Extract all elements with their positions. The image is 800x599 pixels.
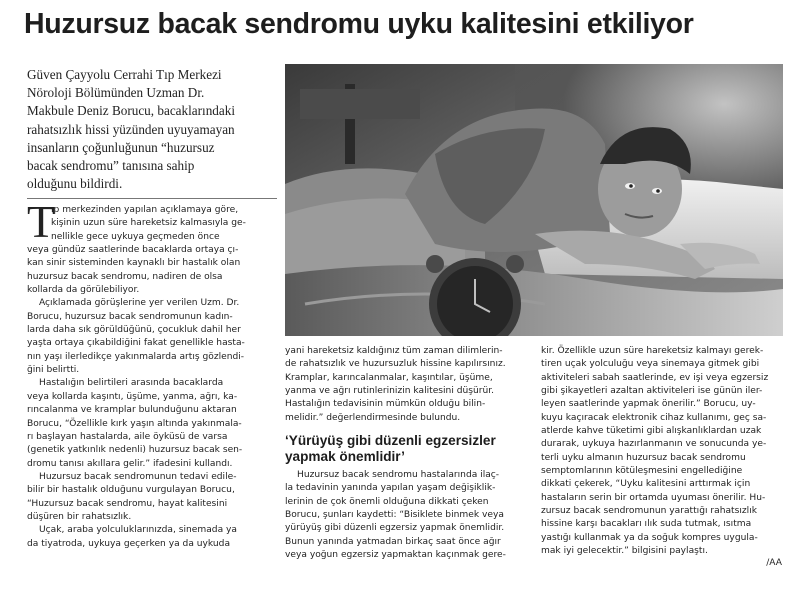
body-line: ğini belirtti.: [27, 365, 80, 376]
body-line: dikkati çekerek, “Uyku kalitesini arttırmak için: [541, 479, 751, 490]
body-line: kir. Özellikle uzun süre hareketsiz kalmayı gerek-: [541, 346, 764, 356]
headline: Huzursuz bacak sendromu uyku kalitesini etkiliyor: [24, 8, 694, 40]
lead-line: bacak sendromu” tanısına sahip: [27, 158, 195, 174]
body-line: semptomlarının kötüleşmesini engellediğine: [541, 466, 743, 477]
body-line: yanma ve ağrı rutinlerinizin kalitesini düşürür.: [285, 386, 495, 397]
body-line: dromu tanısı akıllara gelir.” ifadesini kullandı.: [27, 458, 233, 469]
body-line: zursuz bacak sendromunun yarattığı rahatsızlık: [541, 506, 757, 517]
lead-paragraph: [27, 66, 277, 193]
lead-line: olduğunu bildirdi.: [27, 176, 123, 192]
body-column-2: [285, 345, 525, 425]
body-line: leyen saatlerinde yapmak önerilir.” Borucu, uy-: [541, 399, 756, 410]
news-agency-signature: /AA: [766, 558, 782, 568]
body-line: rıncalanma ve kramplar bulunduğunu aktaran: [27, 405, 237, 416]
body-line: bilir bir hastalık olduğunu vurgulayan Borucu,: [27, 485, 235, 496]
body-line: mak iyi gelecektir.” bilgisini paylaştı.: [541, 546, 708, 557]
body-line: yürüyüş gibi düzenli egzersiz yapmak önemlidir.: [285, 523, 505, 534]
body-line: Borucu, şunları kaydetti: “Bisiklete binmek veya: [285, 510, 504, 521]
body-column-2-continued: [285, 469, 525, 562]
subheading-line: yapmak önemlidir’: [285, 449, 405, 464]
body-line: hissine karşı bacakları ılık suda tutmak, ısıtma: [541, 519, 752, 530]
lead-line: Nöroloji Bölümünden Uzman Dr.: [27, 85, 205, 101]
body-line: Açıklamada görüşlerine yer verilen Uzm. Dr.: [39, 298, 240, 309]
body-line: Huzursuz bacak sendromu hastalarında ilaç-: [297, 470, 500, 480]
body-line: gibi şikayetleri azaltan aktiviteleri ise günün iler-: [541, 386, 763, 397]
body-line: Borucu, huzursuz bacak sendromunun kadın-: [27, 311, 233, 322]
body-line: nellikle gece uykuya geçmeden önce: [51, 231, 220, 242]
body-line: veya gündüz saatlerinde bacaklarda ortaya çı-: [27, 245, 239, 256]
body-line: Borucu, “Özellikle kırk yaşın altında yakınmala-: [27, 418, 242, 429]
body-line: nın yaşı ilerledikçe yakınmalarda artış gözlendi-: [27, 351, 245, 362]
lead-line: Güven Çayyolu Cerrahi Tıp Merkezi: [27, 67, 222, 82]
man-in-bed-photo-icon: [285, 64, 783, 336]
body-line: lerinin de çok önemli olduğuna dikkati çeken: [285, 496, 489, 507]
lead-line: Makbule Deniz Borucu, bacaklarındaki: [27, 103, 235, 119]
body-line: kollarda da görülebiliyor.: [27, 285, 140, 296]
lead-line: insanların çoğunluğunun “huzursuz: [27, 139, 215, 155]
body-line: da tiyatroda, uykuya geçerken ya da uykuda: [27, 538, 231, 549]
lead-divider: [27, 198, 277, 199]
body-line: Bunun yanında yatmadan birkaç saat önce ağır: [285, 536, 501, 547]
body-line: la tedavinin yanında yapılan yaşam değişiklik-: [285, 483, 496, 494]
body-line: aktiviteleri sabah saatlerinde, ev işi veya egzersiz: [541, 372, 769, 383]
body-line: kuyu kaçıracak elektronik cihaz kullanımı, geç sa-: [541, 412, 767, 423]
body-line: düşüren bir rahatsızlık.: [27, 511, 132, 522]
body-line: ıp merkezinden yapılan açıklamaya göre,: [51, 205, 239, 215]
body-line: Hastalığın belirtileri arasında bacaklarda: [39, 378, 224, 389]
body-line: “Huzursuz bacak sendromu, hayat kalitesini: [27, 498, 228, 509]
body-line: de rahatsızlık ve huzursuzluk hissine kapılırsınız.: [285, 359, 506, 370]
body-line: kişinin uzun süre hareketsiz kalmasıyla ge-: [51, 218, 246, 229]
body-line: veya yoğun egzersiz yapmaktan kaçınmak gere-: [285, 550, 506, 561]
body-line: terli uyku almanın huzursuz bacak sendromu: [541, 452, 746, 463]
body-line: kan sinir sisteminden kaynaklı bir hastalık olan: [27, 258, 241, 269]
article-photo: [285, 64, 783, 336]
body-line: yani hareketsiz kaldığınız tüm zaman dilimlerin-: [285, 346, 503, 356]
body-line: larda daha sık görüldüğünü, çocukluk dahil her: [27, 325, 241, 336]
body-line: Hastalığın tedavisinin mümkün olduğu bilin-: [285, 399, 486, 410]
body-line: rı başlayan hastalarda, aile öyküsü de varsa: [27, 431, 228, 442]
drop-cap: T: [27, 196, 56, 247]
body-line: hastaların serin bir ortamda uyuması önerilir. Hu-: [541, 492, 766, 503]
body-line: tiren uçak yolculuğu veya sinemaya gitmek gibi: [541, 359, 760, 370]
body-line: Kramplar, karıncalanmalar, kaşıntılar, üşüme,: [285, 372, 493, 383]
subheading-line: ‘Yürüyüş gibi düzenli egzersizler: [285, 433, 496, 448]
body-column-1: [27, 204, 272, 551]
body-line: durarak, uykuya hazırlanmanın ve sonucunda ye-: [541, 439, 767, 450]
body-line: veya kollarda kaşıntı, üşüme, yanma, ağrı, ka-: [27, 391, 238, 402]
body-line: yastığı kullanmak ya da soğuk kompres uygula-: [541, 532, 758, 543]
subheading: [285, 433, 525, 465]
body-line: huzursuz bacak sendromu, nadiren de olsa: [27, 271, 223, 282]
body-line: Uçak, araba yolculuklarınızda, sinemada ya: [39, 525, 237, 536]
lead-line: rahatsızlık hissi yüzünden uyuyamayan: [27, 121, 235, 137]
body-line: atlerde kahve tüketimi gibi alışkanlıklardan uzak: [541, 426, 762, 437]
body-line: Huzursuz bacak sendromunun tedavi edile-: [39, 471, 237, 482]
body-line: yaşta ortaya çıkabildiğini fakat genellikle hasta-: [27, 338, 245, 349]
body-line: melidir.” değerlendirmesinde bulundu.: [285, 412, 461, 423]
body-line: (genetik yatkınlık nedenli) huzursuz bacak sen-: [27, 445, 243, 456]
body-column-3: [541, 345, 786, 559]
